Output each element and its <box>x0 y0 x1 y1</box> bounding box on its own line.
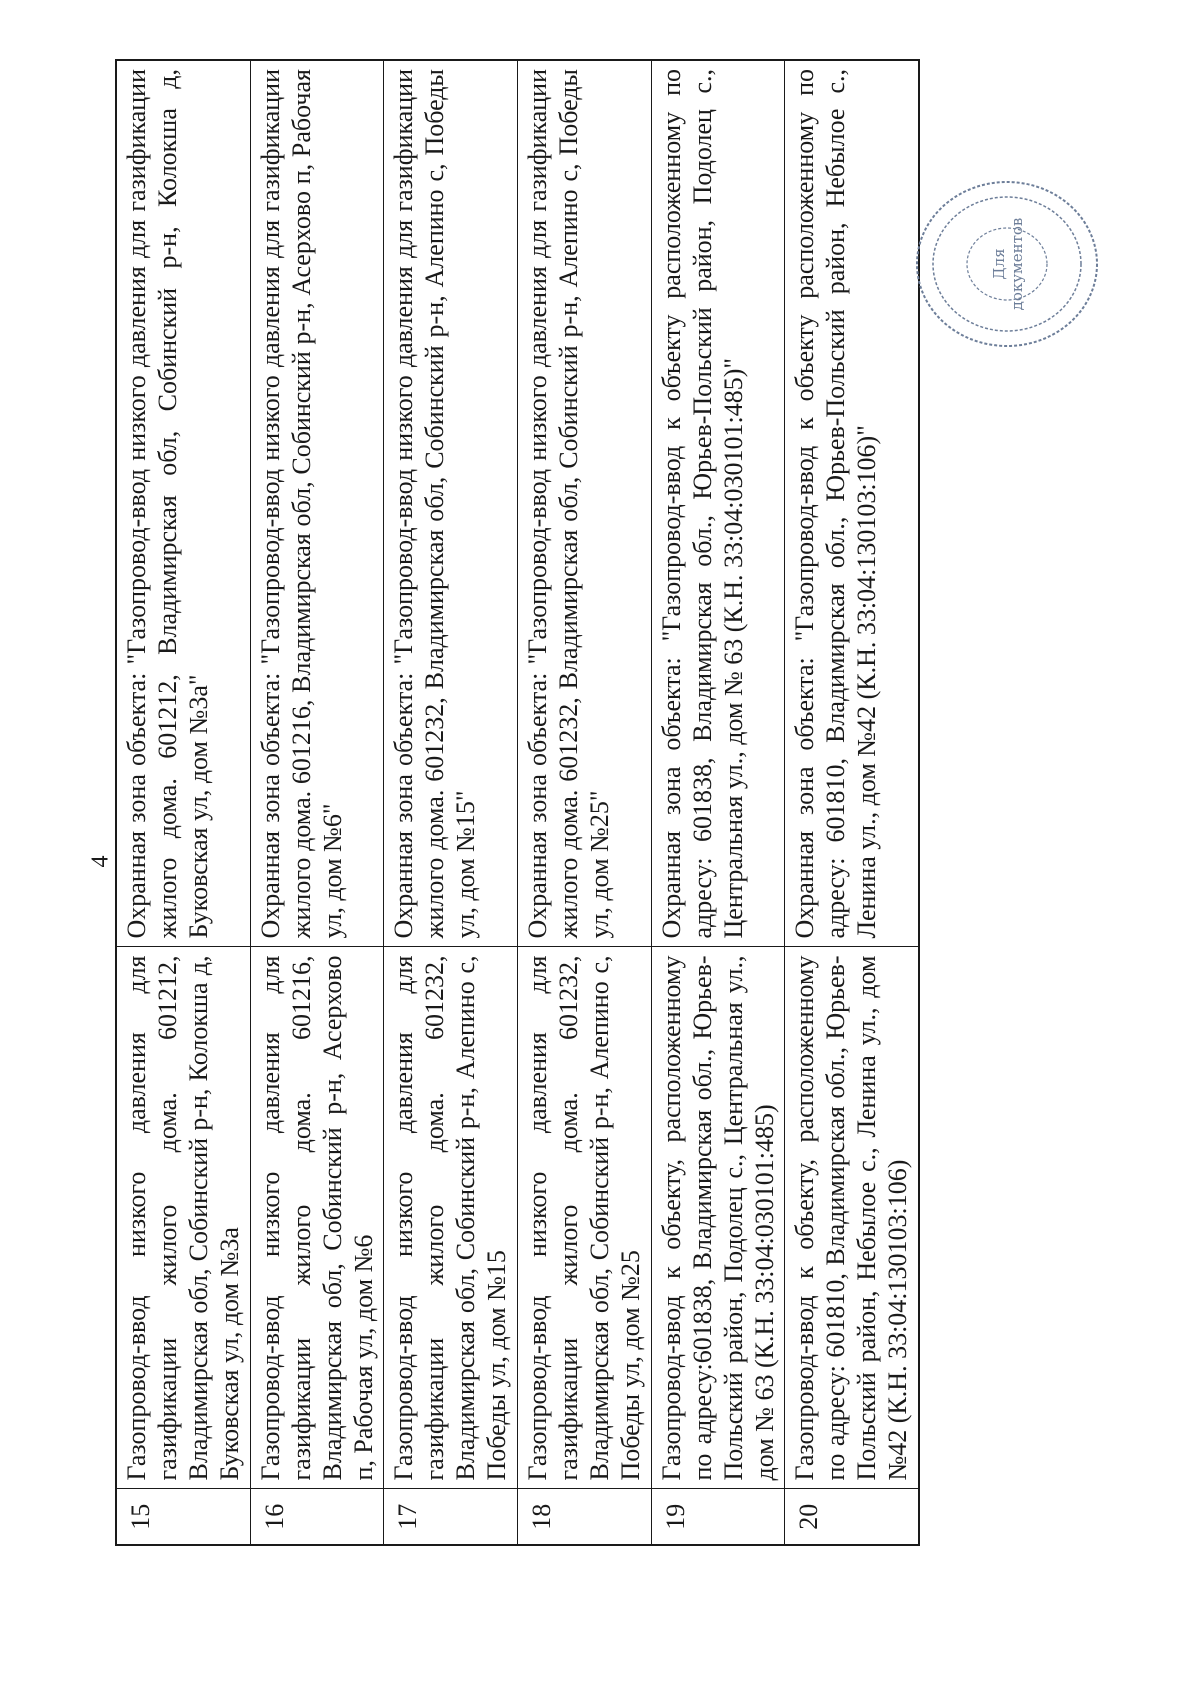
protection-zone-description: Охранная зона объекта: "Газопровод-ввод низкого давления для газификации жилого дома. 601212, Владимирская обл, Собинский р-н, Колокша д, Буковская ул, дом №3а" <box>116 60 250 947</box>
object-description: Газопровод-ввод к объекту, расположенному по адресу: 601810, Владимирская обл., Юрьев-Польский район, Небылое с., Ленина ул., дом №42 (К.Н. 33:04:130103:106) <box>785 947 919 1489</box>
protection-zone-description: Охранная зона объекта: "Газопровод-ввод к объекту расположенному по адресу: 601838, Владимирская обл., Юрьев-Польский район, Подолец с., Центральная ул., дом № 63 (К.Н. 33:04:030101:485)" <box>651 60 785 947</box>
document-table <box>115 59 920 1546</box>
stamp-text-line: документов <box>1008 217 1026 311</box>
table-row <box>651 60 785 1545</box>
row-number: 18 <box>517 1489 651 1545</box>
table-row <box>384 60 518 1545</box>
stamp-text-line: Для <box>990 248 1008 280</box>
object-description: Газопровод-ввод низкого давления для газификации жилого дома. 601232, Владимирская обл, Собинский р-н, Алепино с, Победы ул, дом №25 <box>517 947 651 1489</box>
object-description: Газопровод-ввод к объекту, расположенному по адресу:601838, Владимирская обл., Юрьев-Польский район, Подолец с., Центральная ул., дом № 63 (К.Н. 33:04:030101:485) <box>651 947 785 1489</box>
stamp-seal-icon <box>910 175 1105 353</box>
protection-zone-description: Охранная зона объекта: "Газопровод-ввод низкого давления для газификации жилого дома. 601232, Владимирская обл, Собинский р-н, Алепино с, Победы ул, дом №25" <box>517 60 651 947</box>
protection-zone-description: Охранная зона объекта: "Газопровод-ввод низкого давления для газификации жилого дома. 601216, Владимирская обл, Собинский р-н, Асерхово п, Рабочая ул, дом №6" <box>250 60 384 947</box>
page-number: 4 <box>87 855 114 868</box>
row-number: 15 <box>116 1489 250 1545</box>
row-number: 16 <box>250 1489 384 1545</box>
object-description: Газопровод-ввод низкого давления для газификации жилого дома. 601232, Владимирская обл, Собинский р-н, Алепино с, Победы ул, дом №15 <box>384 947 518 1489</box>
protection-zone-description: Охранная зона объекта: "Газопровод-ввод к объекту расположенному по адресу: 601810, Владимирская обл., Юрьев-Польский район, Небылое с., Ленина ул., дом №42 (К.Н. 33:04:130103:106)" <box>785 60 919 947</box>
protection-zone-description: Охранная зона объекта: "Газопровод-ввод низкого давления для газификации жилого дома. 601232, Владимирская обл, Собинский р-н, Алепино с, Победы ул, дом №15" <box>384 60 518 947</box>
row-number: 20 <box>785 1489 919 1545</box>
row-number: 19 <box>651 1489 785 1545</box>
table-row <box>785 60 919 1545</box>
object-description: Газопровод-ввод низкого давления для газификации жилого дома. 601216, Владимирская обл, Собинский р-н, Асерхово п, Рабочая ул, дом №6 <box>250 947 384 1489</box>
table-row <box>517 60 651 1545</box>
table-row <box>116 60 250 1545</box>
object-description: Газопровод-ввод низкого давления для газификации жилого дома. 601212, Владимирская обл, Собинский р-н, Колокша д, Буковская ул, дом №3а <box>116 947 250 1489</box>
table-row <box>250 60 384 1545</box>
table-wrapper <box>115 61 920 1546</box>
row-number: 17 <box>384 1489 518 1545</box>
